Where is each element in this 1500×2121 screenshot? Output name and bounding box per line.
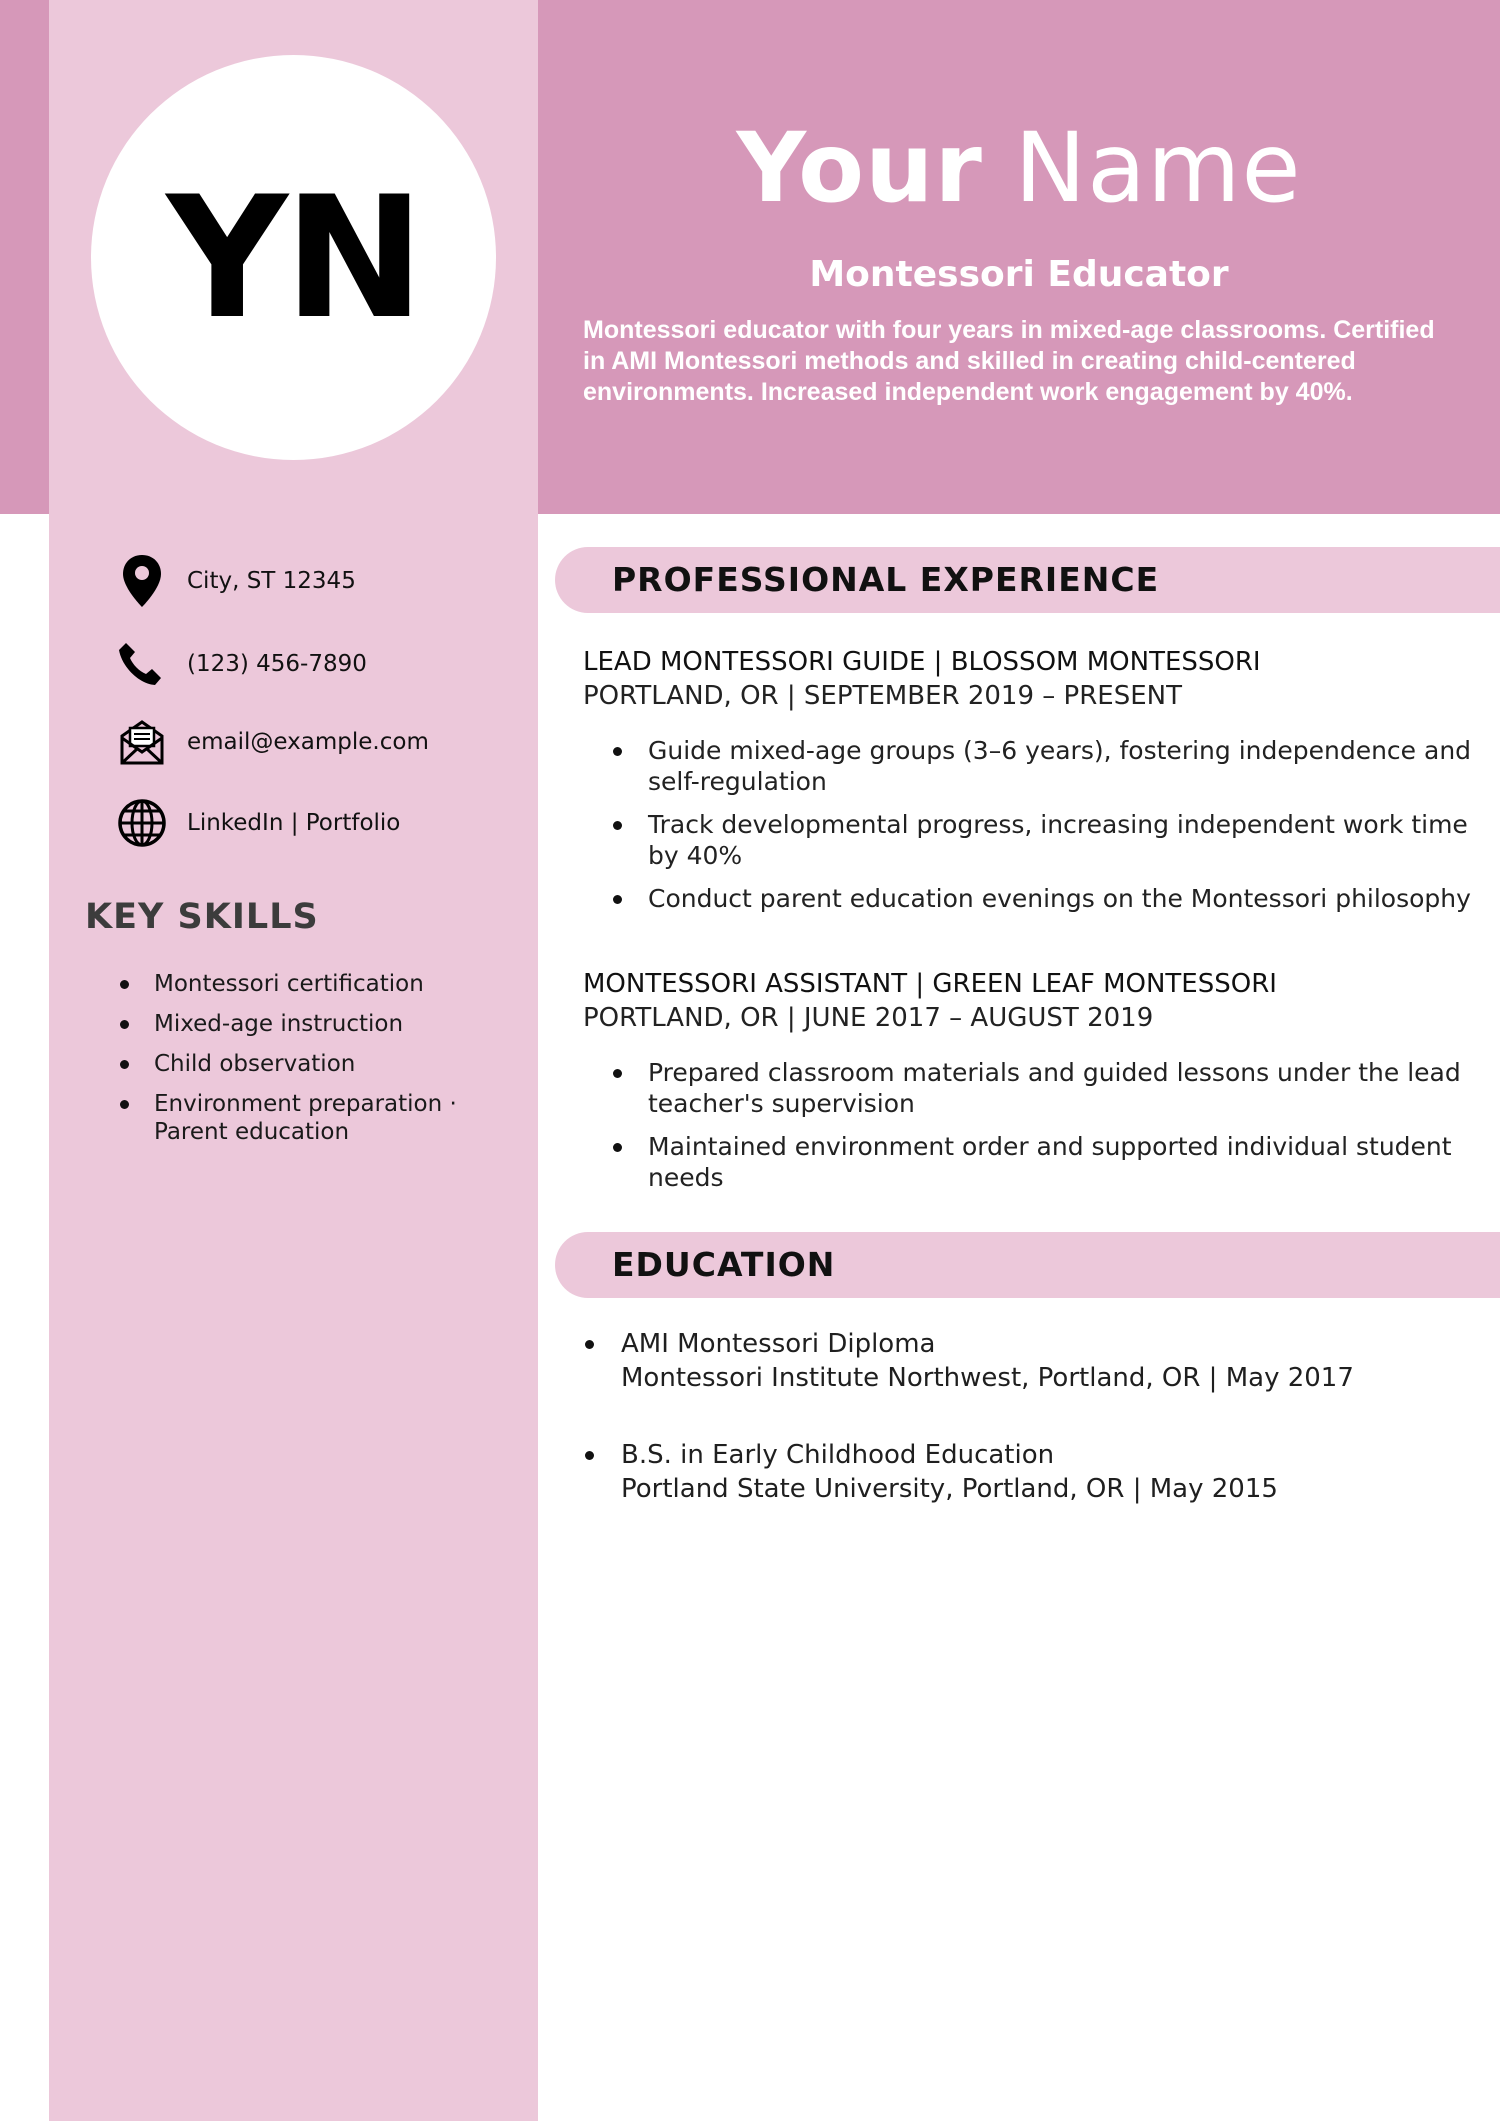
- contact-links: [112, 793, 532, 853]
- phone-icon: [112, 634, 172, 694]
- job-title: Montessori Educator: [809, 254, 1229, 295]
- job-entry: [583, 967, 1483, 1193]
- phone-text: (123) 456-7890: [187, 651, 367, 677]
- skill-item: Child observation: [118, 1050, 518, 1078]
- job-bullet: Guide mixed-age groups (3–6 years), fostering independence and self-regulation: [583, 735, 1483, 797]
- summary: Montessori educator with four years in mixed-age classrooms. Certified in AMI Montessori methods and skilled in creating child-centered environments. Increased independent work engagement by 40%.: [583, 316, 1435, 406]
- name-last: Name: [1014, 112, 1302, 224]
- education-degree: B.S. in Early Childhood Education: [583, 1438, 1483, 1472]
- job-bullet: Maintained environment order and supported individual student needs: [583, 1131, 1483, 1193]
- education-degree: AMI Montessori Diploma: [583, 1327, 1483, 1361]
- links-text: LinkedIn | Portfolio: [187, 810, 401, 836]
- contact-phone: [112, 634, 532, 694]
- education-school: Montessori Institute Northwest, Portland, OR | May 2017: [621, 1363, 1354, 1393]
- monogram: YN: [166, 159, 421, 356]
- job-bullet: Prepared classroom materials and guided lessons under the lead teacher's supervision: [583, 1057, 1483, 1119]
- location-text: City, ST 12345: [187, 568, 356, 594]
- education-entry: [583, 1327, 1483, 1395]
- job-role: LEAD MONTESSORI GUIDE | BLOSSOM MONTESSORI: [583, 647, 1261, 677]
- job-bullets: [583, 735, 1483, 914]
- contact-email: [112, 712, 532, 772]
- name-heading: [538, 112, 1500, 224]
- skills-list: [118, 970, 518, 1146]
- job-meta: PORTLAND, OR | SEPTEMBER 2019 – PRESENT: [583, 681, 1182, 711]
- job-role: MONTESSORI ASSISTANT | GREEN LEAF MONTESSORI: [583, 969, 1277, 999]
- skill-item: Montessori certification: [118, 970, 518, 998]
- job-bullet: Conduct parent education evenings on the Montessori philosophy: [583, 883, 1483, 914]
- job-bullet: Track developmental progress, increasing independent work time by 40%: [583, 809, 1483, 871]
- monogram-circle: [91, 55, 496, 460]
- skill-item: Environment preparation · Parent education: [118, 1090, 484, 1146]
- education-entry: [583, 1438, 1483, 1506]
- job-entry: [583, 645, 1483, 914]
- globe-icon: [112, 793, 172, 853]
- contact-location: [112, 551, 532, 611]
- education-title: EDUCATION: [612, 1245, 836, 1284]
- location-pin-icon: [112, 551, 172, 611]
- education-school: Portland State University, Portland, OR | May 2015: [621, 1474, 1278, 1504]
- name-first: Your: [736, 112, 983, 224]
- skill-item: Mixed-age instruction: [118, 1010, 518, 1038]
- job-meta: PORTLAND, OR | JUNE 2017 – AUGUST 2019: [583, 1003, 1154, 1033]
- job-bullets: [583, 1057, 1483, 1193]
- experience-section-header: [555, 547, 1500, 613]
- email-text: email@example.com: [187, 729, 429, 755]
- education-section-header: [555, 1232, 1500, 1298]
- skills-title: KEY SKILLS: [85, 897, 319, 937]
- envelope-icon: [112, 712, 172, 772]
- experience-title: PROFESSIONAL EXPERIENCE: [612, 560, 1160, 599]
